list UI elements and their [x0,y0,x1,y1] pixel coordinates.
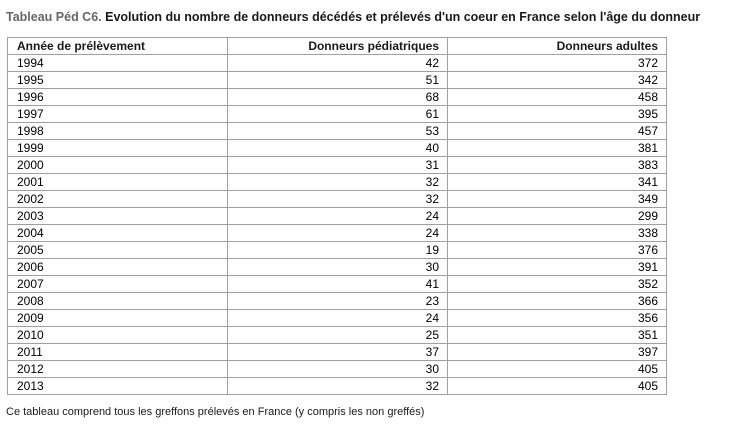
cell-pediatric-donors: 30 [228,361,448,378]
cell-pediatric-donors: 32 [228,174,448,191]
cell-adult-donors: 342 [448,72,667,89]
cell-adult-donors: 372 [448,55,667,72]
cell-pediatric-donors: 51 [228,72,448,89]
table-row [8,378,667,395]
cell-pediatric-donors: 31 [228,157,448,174]
cell-adult-donors: 405 [448,361,667,378]
cell-adult-donors: 391 [448,259,667,276]
cell-pediatric-donors: 19 [228,242,448,259]
cell-year: 2010 [8,327,228,344]
table-row [8,55,667,72]
cell-adult-donors: 376 [448,242,667,259]
cell-adult-donors: 338 [448,225,667,242]
cell-adult-donors: 397 [448,344,667,361]
cell-year: 1997 [8,106,228,123]
cell-year: 2012 [8,361,228,378]
cell-year: 2007 [8,276,228,293]
cell-year: 2003 [8,208,228,225]
table-row [8,225,667,242]
cell-pediatric-donors: 30 [228,259,448,276]
table-row [8,72,667,89]
cell-year: 1999 [8,140,228,157]
cell-pediatric-donors: 32 [228,378,448,395]
table-row [8,140,667,157]
cell-pediatric-donors: 24 [228,310,448,327]
table-row [8,344,667,361]
table-row [8,327,667,344]
cell-pediatric-donors: 41 [228,276,448,293]
table-footnote: Ce tableau comprend tous les greffons prélevés en France (y compris les non greffés) [6,406,425,418]
table-row [8,191,667,208]
table-row [8,106,667,123]
table-row [8,293,667,310]
cell-year: 1995 [8,72,228,89]
table-row [8,89,667,106]
cell-adult-donors: 395 [448,106,667,123]
cell-adult-donors: 351 [448,327,667,344]
cell-adult-donors: 383 [448,157,667,174]
donors-table [7,37,667,395]
table-row [8,123,667,140]
cell-pediatric-donors: 24 [228,208,448,225]
cell-adult-donors: 349 [448,191,667,208]
table-body [8,55,667,395]
cell-adult-donors: 299 [448,208,667,225]
cell-year: 2011 [8,344,228,361]
cell-adult-donors: 352 [448,276,667,293]
cell-adult-donors: 405 [448,378,667,395]
cell-year: 1994 [8,55,228,72]
table-row [8,276,667,293]
cell-pediatric-donors: 68 [228,89,448,106]
table-row [8,157,667,174]
cell-pediatric-donors: 25 [228,327,448,344]
cell-adult-donors: 457 [448,123,667,140]
table-row [8,174,667,191]
table-title [6,10,700,24]
table-row [8,259,667,276]
cell-adult-donors: 381 [448,140,667,157]
cell-adult-donors: 458 [448,89,667,106]
table-header-row [8,38,667,55]
cell-pediatric-donors: 42 [228,55,448,72]
cell-adult-donors: 341 [448,174,667,191]
column-header-adult: Donneurs adultes [448,38,667,55]
cell-year: 2000 [8,157,228,174]
cell-pediatric-donors: 61 [228,106,448,123]
table-title-text: Evolution du nombre de donneurs décédés et prélevés d'un coeur en France selon l'âge du donneur [105,10,701,24]
cell-pediatric-donors: 53 [228,123,448,140]
cell-year: 2006 [8,259,228,276]
table-row [8,361,667,378]
cell-year: 2005 [8,242,228,259]
cell-year: 1996 [8,89,228,106]
cell-year: 2008 [8,293,228,310]
cell-year: 2009 [8,310,228,327]
cell-pediatric-donors: 37 [228,344,448,361]
column-header-pediatric: Donneurs pédiatriques [228,38,448,55]
cell-adult-donors: 356 [448,310,667,327]
table-row [8,208,667,225]
table-row [8,310,667,327]
cell-pediatric-donors: 32 [228,191,448,208]
cell-year: 2004 [8,225,228,242]
column-header-year: Année de prélèvement [8,38,228,55]
cell-year: 2002 [8,191,228,208]
cell-year: 1998 [8,123,228,140]
cell-pediatric-donors: 24 [228,225,448,242]
table-title-prefix: Tableau Péd C6. [6,10,102,24]
cell-pediatric-donors: 40 [228,140,448,157]
table-row [8,242,667,259]
cell-year: 2013 [8,378,228,395]
cell-pediatric-donors: 23 [228,293,448,310]
cell-year: 2001 [8,174,228,191]
cell-adult-donors: 366 [448,293,667,310]
